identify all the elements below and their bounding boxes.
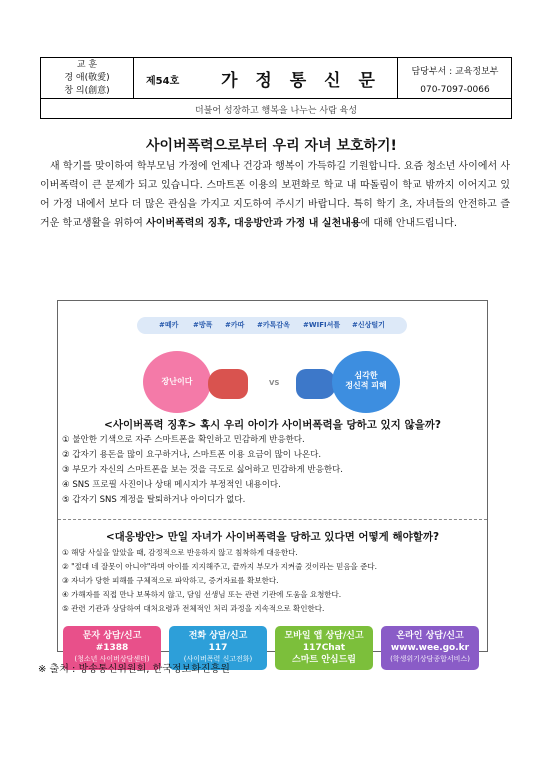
list-item: ⑤ 갑자기 SNS 계정을 탈퇴하거나 아이디가 없다. [62, 495, 246, 505]
signs-title: <사이버폭력 징후> 혹시 우리 아이가 사이버폭력을 당하고 있지 않을까? [104, 419, 441, 431]
issue-number: 제54호 [146, 76, 180, 87]
right-circle-label [332, 371, 400, 391]
list-item: ④ SNS 프로필 사진이나 상태 메시지가 부정적인 내용이다. [62, 480, 281, 490]
contact-number: 117Chat [302, 643, 346, 653]
left-circle-label: 장난이다 [161, 377, 193, 386]
hashtag: #카톡감옥 [257, 321, 290, 329]
section-divider [58, 519, 487, 521]
hashtag-bar [137, 317, 407, 334]
right-circle-line-1: 심각한 [354, 371, 378, 380]
newsletter-header [40, 57, 512, 119]
contact-label: 문자 상담/신고 [82, 631, 142, 641]
school-motto-2: 창 의(創意) [64, 86, 110, 96]
hashtag: #카따 [225, 321, 245, 329]
vs-label: VS [269, 379, 280, 387]
list-item: ① 불안한 기색으로 자주 스마트폰을 확인하고 민감하게 반응한다. [62, 435, 305, 445]
intro-text-1: 새 학기를 맞이하여 학부모님 가정에 언제나 건강과 행복이 가득하길 기원합니다. 요즘 청소년 사이에서 사이버폭력이 큰 문제가 되고 있습니다. 스마트폰 이용의 보편화로 학교 내 따돌림이 학교 밖까지 이어지고 있어 가정 내에서 보다 더 많은 관심을 가지고 지도하여 주시기 바랍니다. 특히 학기 초, 자녀들의 안전하고 즐거운 학교생활을 위하여 [40, 161, 510, 229]
contact-number: 117 [208, 643, 228, 653]
contact-app [275, 626, 373, 670]
school-motto-title: 교 훈 [76, 60, 98, 70]
response-title: <대응방안> 만일 자녀가 사이버폭력을 당하고 있다면 어떻게 해야할까? [105, 531, 440, 543]
red-boxing-glove-icon [208, 369, 248, 399]
contact-desc: (청소년 사이버상담센터) [74, 655, 150, 663]
intro-bold: 사이버폭력의 징후, 대응방안과 가정 내 실천내용 [146, 218, 361, 229]
contact-website: www.wee.go.kr [390, 643, 470, 653]
blue-boxing-glove-icon [296, 369, 336, 399]
list-item: ① 해당 사실을 알았을 때, 감정적으로 반응하지 않고 침착하게 대응한다. [62, 548, 298, 557]
contact-label: 모바일 앱 상담/신고 [284, 631, 364, 641]
list-item: ④ 가해자를 직접 만나 보복하지 않고, 담임 선생님 또는 관련 기관에 도움을 요청한다. [62, 590, 342, 599]
list-item: ③ 자녀가 당한 피해를 구체적으로 파악하고, 증거자료를 확보한다. [62, 576, 279, 585]
list-item: ② 갑자기 용돈을 많이 요구하거나, 스마트폰 이용 요금이 많이 나온다. [62, 450, 322, 460]
contact-desc: (사이버폭력 신고전화) [183, 655, 253, 663]
page-title: 사이버폭력으로부터 우리 자녀 보호하기! [146, 138, 397, 154]
source-note: ※ 출처 : 방송통신위원회, 한국정보화진흥원 [38, 664, 230, 675]
contact-label: 온라인 상담/신고 [396, 631, 464, 641]
hashtag: #신상털기 [352, 321, 385, 329]
phone-number: 070-7097-0066 [420, 85, 490, 95]
contact-online [381, 626, 479, 670]
hashtag: #방폭 [193, 321, 213, 329]
response-list [62, 546, 377, 616]
contact-desc: (학생위기상담종합서비스) [390, 655, 470, 663]
newsletter-title: 가 정 통 신 문 [221, 71, 381, 91]
intro-text-2: 에 대해 안내드립니다. [360, 218, 458, 229]
department: 담당부서 : 교육정보부 [411, 67, 499, 77]
list-item: ⑤ 관련 기관과 상담하여 대처요령과 전체적인 처리 과정을 지속적으로 확인한다. [62, 604, 325, 613]
contact-desc: 스마트 안심드림 [292, 655, 356, 665]
hashtag: #떼카 [159, 321, 179, 329]
list-item: ② "절대 네 잘못이 아니야"라며 아이를 지지해주고, 끝까지 부모가 지켜줄 것이라는 믿음을 준다. [62, 562, 378, 571]
info-box [57, 300, 488, 665]
department-info [397, 63, 513, 99]
intro-paragraph [40, 157, 510, 233]
signs-list [62, 433, 343, 508]
list-item: ③ 부모가 자신의 스마트폰을 보는 것을 극도로 싫어하고 민감하게 반응한다. [62, 465, 343, 475]
hashtag: #WIFI셔틀 [303, 321, 341, 329]
school-motto-1: 경 애(敬愛) [64, 73, 110, 83]
contact-label: 전화 상담/신고 [188, 631, 248, 641]
school-slogan: 더불어 성장하고 행복을 나누는 사람 육성 [194, 106, 358, 116]
contact-number: #1388 [95, 643, 129, 653]
right-circle-line-2: 정신적 피해 [345, 381, 387, 390]
